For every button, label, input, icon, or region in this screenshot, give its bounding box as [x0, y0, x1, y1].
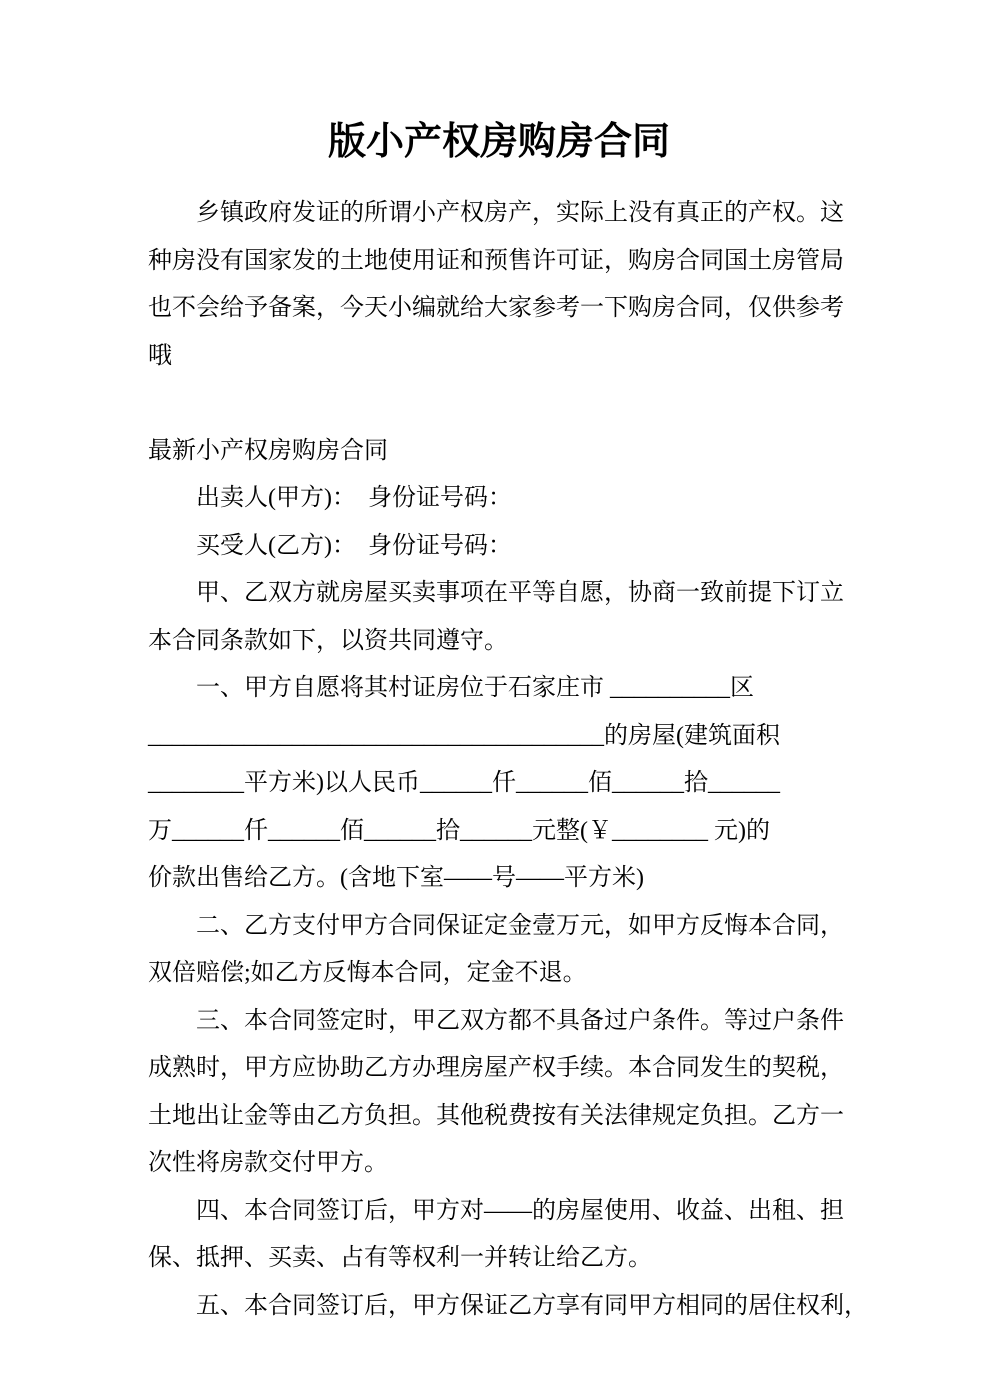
document-content	[148, 116, 868, 1330]
document-line: 五、本合同签订后，甲方保证乙方享有同甲方相同的居住权利，	[196, 1292, 868, 1319]
document-line: 双倍赔偿;如乙方反悔本合同，定金不退。	[148, 960, 587, 986]
document-line: 种房没有国家发的土地使用证和预售许可证，购房合同国土房管局	[148, 247, 844, 274]
document-line: ______________________________________的房屋(建筑面积	[148, 722, 780, 749]
document-line: 二、乙方支付甲方合同保证定金壹万元，如甲方反悔本合同，	[196, 912, 844, 939]
document-line: 价款出售给乙方。(含地下室——号——平方米)	[148, 865, 644, 891]
document-line: 保、抵押、买卖、占有等权利一并转让给乙方。	[148, 1245, 652, 1271]
document-line: 哦	[148, 342, 172, 369]
document-line: 最新小产权房购房合同	[148, 437, 388, 464]
document-line: 土地出让金等由乙方负担。其他税费按有关法律规定负担。乙方一	[148, 1102, 844, 1129]
page-title: 版小产权房购房合同	[327, 121, 670, 163]
document-blank-line	[148, 380, 850, 428]
document-line: 也不会给予备案，今天小编就给大家参考一下购房合同，仅供参考	[148, 295, 844, 321]
document-line: 一、甲方自愿将其村证房位于石家庄市 __________区	[196, 675, 754, 701]
document-line: ________平方米)以人民币______仟______佰______拾______	[148, 770, 780, 796]
document-line: 本合同条款如下，以资共同遵守。	[148, 627, 508, 654]
document-line: 四、本合同签订后，甲方对——的房屋使用、收益、出租、担	[196, 1197, 844, 1224]
document-line: 三、本合同签定时，甲乙双方都不具备过户条件。等过户条件	[196, 1007, 844, 1034]
document-line: 买受人(乙方)： 身份证号码：	[196, 532, 512, 559]
document-line: 乡镇政府发证的所谓小产权房产，实际上没有真正的产权。这	[196, 200, 844, 226]
document-line: 次性将房款交付甲方。	[148, 1150, 388, 1176]
document-line: 甲、乙双方就房屋买卖事项在平等自愿，协商一致前提下订立	[196, 580, 844, 606]
document-line: 成熟时，甲方应协助乙方办理房屋产权手续。本合同发生的契税，	[148, 1055, 844, 1081]
document-line: 万______仟______佰______拾______元整(￥________ 元)的	[148, 817, 770, 844]
document-line: 出卖人(甲方)： 身份证号码：	[196, 485, 512, 511]
document-body	[148, 190, 868, 1330]
